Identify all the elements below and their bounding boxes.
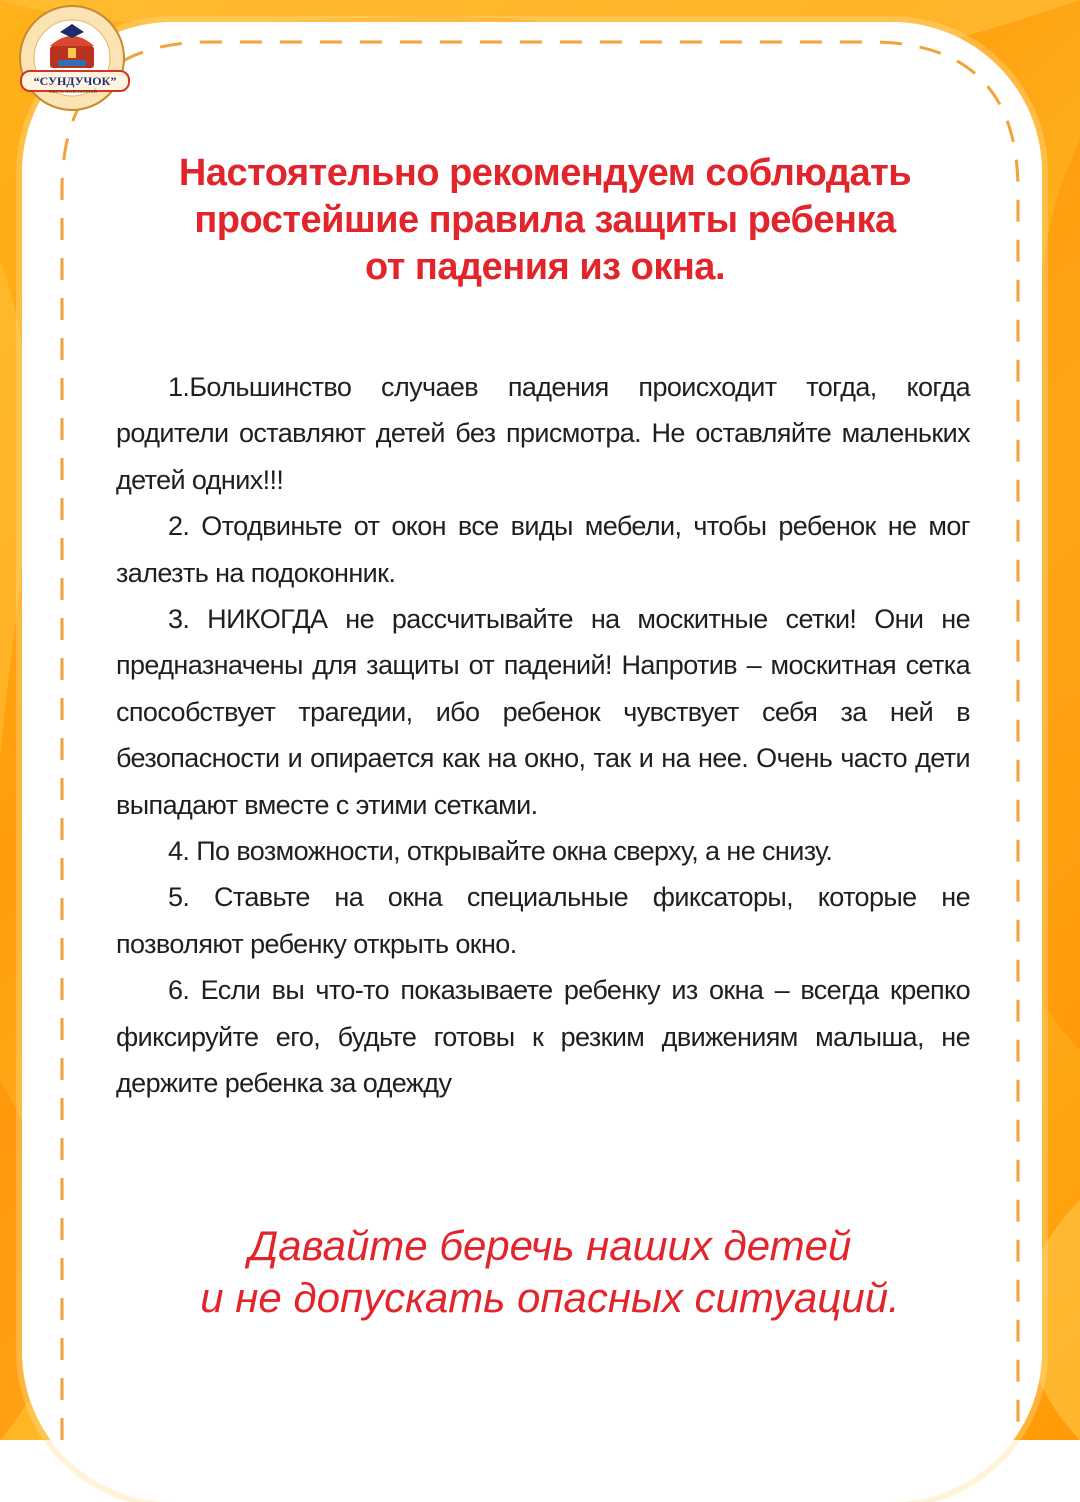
page-title — [100, 150, 990, 291]
rule-3: 3. НИКОГДА не рассчитывайте на москитные сетки! Они не предназначены для защиты от падений! Напротив – москитная сетка способствует трагедии, ибо ребенок чувствует себя за ней в безопасности и опирается как на окно, так и на нее. Очень часто дети выпадают вместе с этими сетками. — [116, 604, 970, 820]
footer-line-2: и не допускать опасных ситуаций. — [200, 1274, 900, 1321]
rule-1: 1.Большинство случаев падения происходит тогда, когда родители оставляют детей без присмотра. Не оставляйте маленьких детей одних!!! — [116, 372, 970, 495]
rules-list — [116, 364, 970, 1107]
logo-name: “СУНДУЧОК” — [20, 70, 130, 92]
title-line-2: простейшие правила защиты ребенка — [194, 199, 896, 241]
rule-2: 2. Отодвиньте от окон все виды мебели, чтобы ребенок не мог залезть на подоконник. — [116, 511, 970, 588]
footer-slogan — [100, 1220, 1000, 1324]
rule-4: 4. По возможности, открывайте окна сверху, а не снизу. — [168, 836, 833, 867]
rule-6: 6. Если вы что-то показываете ребенку из окна – всегда крепко фиксируйте его, будьте готовы к резким движениям малыша, не держите ребенка за одежду — [116, 975, 970, 1099]
rule-5: 5. Ставьте на окна специальные фиксаторы, которые не позволяют ребенку открыть окно. — [116, 882, 970, 959]
title-line-3: от падения из окна. — [365, 246, 725, 288]
footer-line-1: Давайте беречь наших детей — [248, 1222, 852, 1269]
logo — [6, 4, 136, 114]
title-line-1: Настоятельно рекомендуем соблюдать — [178, 152, 912, 194]
logo-tagline: масса полезностей — [49, 89, 97, 95]
treasure-chest-icon — [6, 4, 136, 114]
